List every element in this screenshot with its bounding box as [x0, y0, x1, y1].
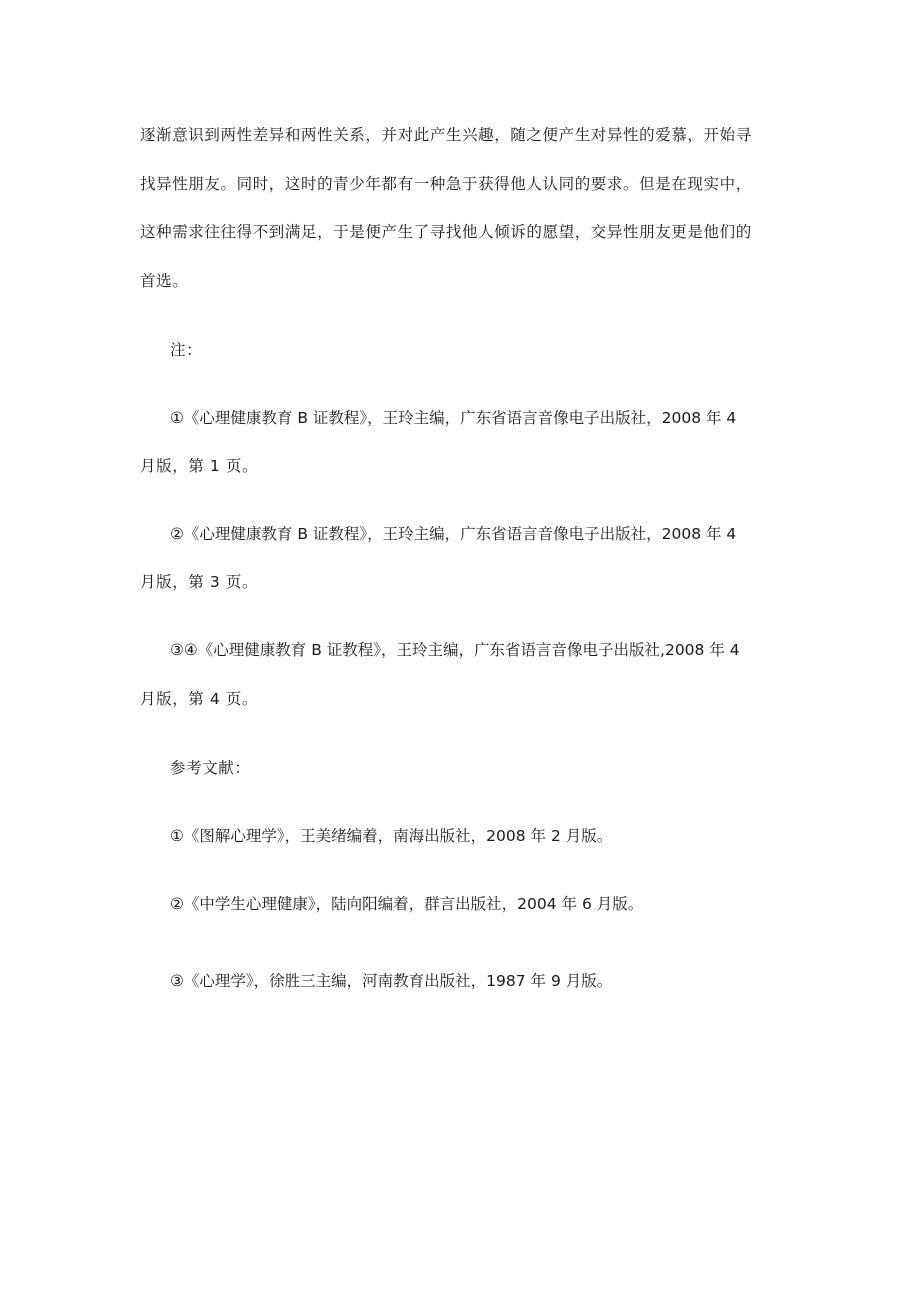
reference-item: ③《心理学》，徐胜三主编，河南教育出版社，1987 年 9 月版。 — [170, 972, 613, 990]
reference-item: ②《中学生心理健康》，陆向阳编着，群言出版社，2004 年 6 月版。 — [170, 895, 644, 913]
note-item-line: 月版，第 4 页。 — [140, 690, 259, 708]
note-item-line: ②《心理健康教育 B 证教程》，王玲主编，广东省语言音像电子出版社，2008 年 4 — [170, 525, 737, 543]
paragraph-line: 找异性朋友。同时，这时的青少年都有一种急于获得他人认同的要求。但是在现实中， — [140, 175, 752, 193]
note-item-line: 月版，第 1 页。 — [140, 457, 259, 475]
note-item-line: ①《心理健康教育 B 证教程》，王玲主编，广东省语言音像电子出版社，2008 年 4 — [170, 409, 737, 427]
paragraph-line: 首选。 — [140, 272, 189, 290]
note-item-line: 月版，第 3 页。 — [140, 573, 259, 591]
paragraph-line: 逐渐意识到两性差异和两性关系，并对此产生兴趣，随之便产生对异性的爱慕，开始寻 — [140, 126, 752, 144]
references-heading: 参考文献： — [170, 759, 251, 777]
paragraph-line: 这种需求往往得不到满足，于是便产生了寻找他人倾诉的愿望，交异性朋友更是他们的 — [140, 223, 752, 241]
note-item-line: ③④《心理健康教育 B 证教程》，王玲主编，广东省语言音像电子出版社,2008 年 4 — [170, 641, 740, 659]
reference-item: ①《图解心理学》，王美绪编着，南海出版社，2008 年 2 月版。 — [170, 827, 613, 845]
notes-heading: 注： — [170, 341, 203, 359]
